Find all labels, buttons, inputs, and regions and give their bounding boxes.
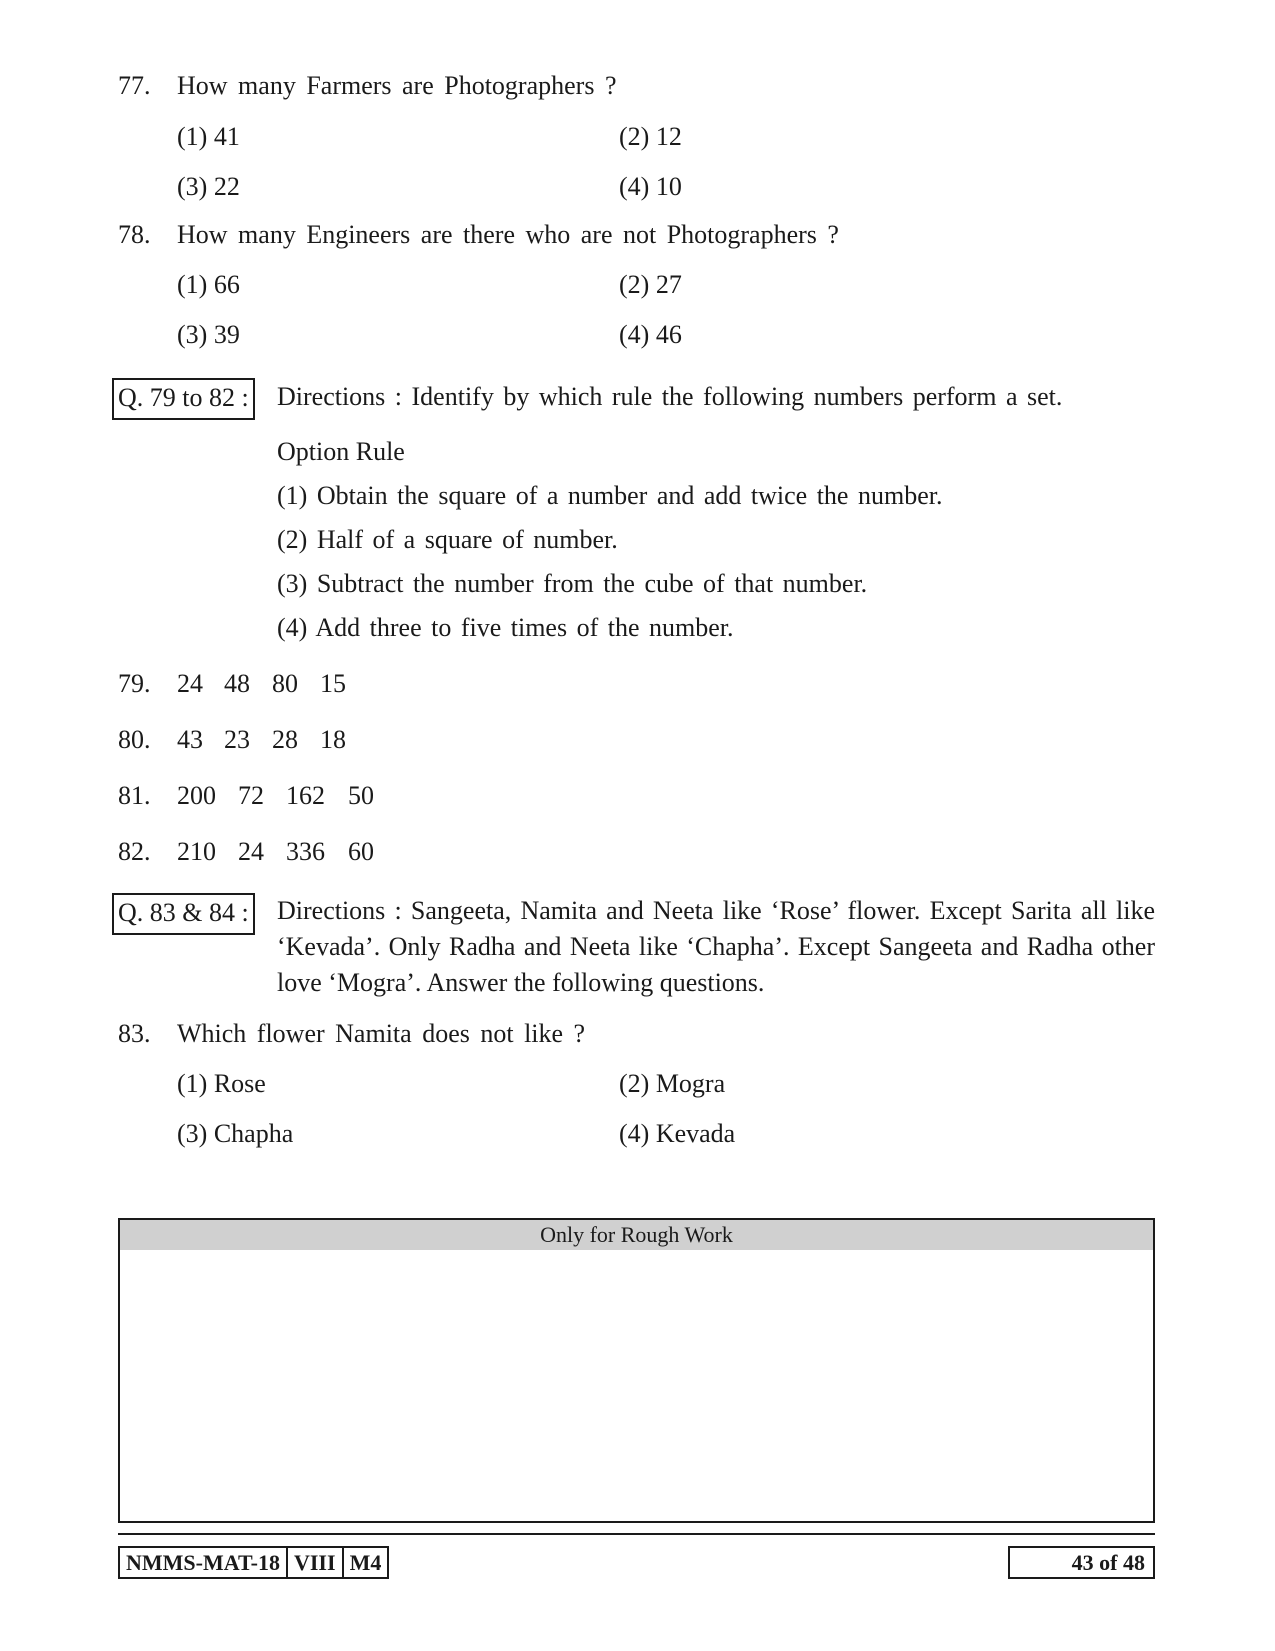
footer-divider [118,1533,1155,1535]
option: (1) 66 [177,270,240,299]
section-label: Q. 83 & 84 : [112,893,255,935]
number-value: 18 [320,725,346,754]
section-label: Q. 79 to 82 : [112,378,255,420]
option: (2) 12 [619,122,682,151]
number-value: 48 [224,669,250,698]
number-value: 15 [320,669,346,698]
number-value: 60 [348,837,374,866]
option: (3) Chapha [177,1119,294,1148]
number-value: 23 [224,725,250,754]
question-text: Which flower Namita does not like ? [177,1019,586,1048]
page-number: 43 of 48 [1008,1546,1155,1579]
option: (2) 27 [619,270,682,299]
question-text: How many Engineers are there who are not Photographers ? [177,220,839,249]
number-value: 162 [286,781,325,810]
option: (4) 46 [619,320,682,349]
number-value: 50 [348,781,374,810]
question-number: 78. [118,220,151,249]
number-value: 80 [272,669,298,698]
rule-item: (1) Obtain the square of a number and add twice the number. [277,481,943,510]
number-value: 28 [272,725,298,754]
option: (2) Mogra [619,1069,726,1098]
footer-code-box [118,1546,389,1579]
option: (4) 10 [619,172,682,201]
number-value: 336 [286,837,325,866]
option: (3) 22 [177,172,240,201]
rough-work-title: Only for Rough Work [120,1220,1153,1250]
set-label: M4 [342,1548,388,1577]
question-text: How many Farmers are Photographers ? [177,71,617,100]
number-value: 200 [177,781,216,810]
directions-text: Directions : Sangeeta, Namita and Neeta like ‘Rose’ flower. Except Sarita all like ‘Kevada’. Only Radha and Neeta like ‘Chapha’. Except Sangeeta and Radha other love ‘Mogra’. Answer the following questions. [277,896,1155,997]
question-number: 82. [118,837,151,866]
number-value: 43 [177,725,203,754]
option: (1) 41 [177,122,240,151]
rule-item: (2) Half of a square of number. [277,525,618,554]
number-value: 24 [177,669,203,698]
option: (3) 39 [177,320,240,349]
option: (1) Rose [177,1069,266,1098]
question-number: 81. [118,781,151,810]
question-number: 80. [118,725,151,754]
exam-code: NMMS-MAT-18 [126,1550,280,1575]
question-number: 79. [118,669,151,698]
rule-item: (4) Add three to five times of the number. [277,613,734,642]
number-value: 72 [238,781,264,810]
option: (4) Kevada [619,1119,736,1148]
class-label: VIII [286,1548,342,1577]
question-number: 83. [118,1019,151,1048]
directions-text: Directions : Identify by which rule the following numbers perform a set. [277,382,1063,411]
rule-item: (3) Subtract the number from the cube of that number. [277,569,868,598]
question-number: 77. [118,71,151,100]
number-value: 210 [177,837,216,866]
rule-header: Option Rule [277,437,405,466]
rough-work-area [118,1218,1155,1523]
number-value: 24 [238,837,264,866]
